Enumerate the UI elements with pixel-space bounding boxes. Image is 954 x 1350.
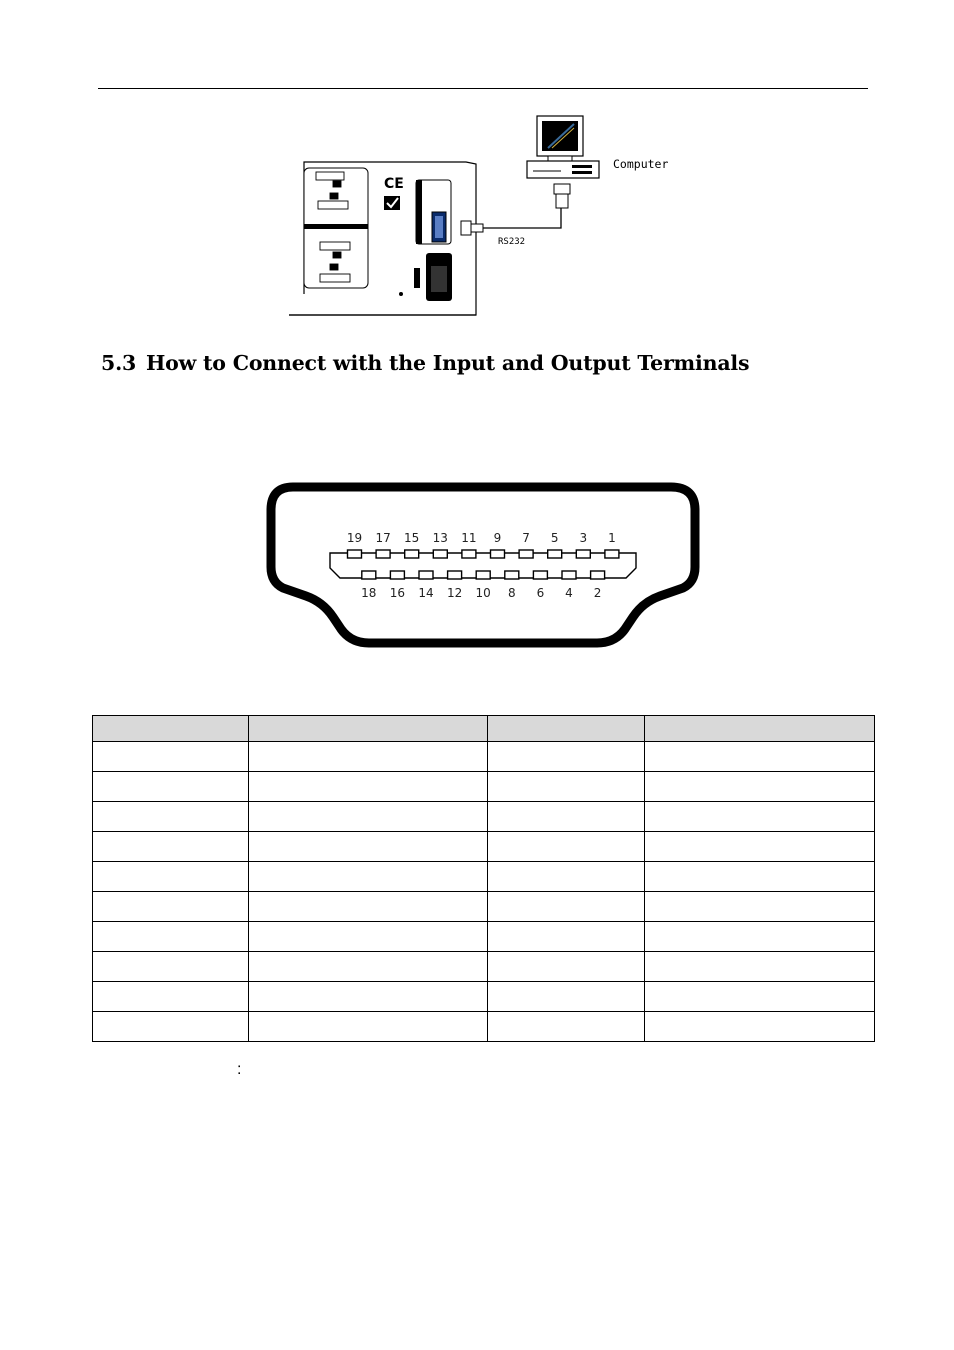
table-cell	[93, 862, 249, 892]
hdmi-pin-pad	[562, 571, 576, 579]
table-cell	[645, 772, 875, 802]
table-cell	[93, 982, 249, 1012]
hdmi-pin-pad	[362, 571, 376, 579]
table-cell	[645, 922, 875, 952]
hdmi-pin-number: 15	[404, 531, 420, 545]
table-cell	[248, 952, 488, 982]
hdmi-connector-diagram	[265, 482, 701, 648]
hdmi-pin-pad	[491, 550, 505, 558]
table-cell	[248, 922, 488, 952]
hdmi-pin-number: 17	[375, 531, 391, 545]
table-row	[93, 802, 875, 832]
computer-label: Computer	[613, 157, 669, 171]
hdmi-pin-pad	[548, 550, 562, 558]
hdmi-pin-table	[92, 715, 875, 1042]
table-row	[93, 982, 875, 1012]
section-number: 5.3	[101, 351, 137, 375]
table-cell	[645, 982, 875, 1012]
table-cell	[645, 952, 875, 982]
hdmi-pin-number: 16	[389, 586, 406, 600]
table-cell	[488, 832, 645, 862]
hdmi-pin-number: 9	[493, 531, 502, 545]
table-cell	[248, 802, 488, 832]
hdmi-pin-pad	[476, 571, 490, 579]
rs232-connection-figure	[286, 108, 686, 323]
table-header-cell	[93, 716, 249, 742]
table-cell	[93, 922, 249, 952]
hdmi-pin-number: 10	[475, 586, 491, 600]
table-cell	[488, 892, 645, 922]
computer-icon	[527, 116, 599, 178]
table-header-cell	[488, 716, 645, 742]
rs232-label: RS232	[498, 237, 526, 247]
hdmi-pin-number: 11	[461, 531, 477, 545]
hdmi-connector-outline	[271, 487, 695, 643]
table-cell	[93, 832, 249, 862]
table-row	[93, 1012, 875, 1042]
table-row	[93, 952, 875, 982]
table-cell	[488, 772, 645, 802]
hdmi-pin-pad	[576, 550, 590, 558]
hdmi-pin-number: 7	[522, 531, 530, 545]
table-cell	[248, 862, 488, 892]
hdmi-pin-pad	[462, 550, 476, 558]
hdmi-pin-pad	[505, 571, 519, 579]
hdmi-pin-pad	[448, 571, 462, 579]
ce-mark-icon: CE	[384, 176, 404, 192]
hdmi-pin-pad	[419, 571, 433, 579]
table-cell	[645, 832, 875, 862]
table-row	[93, 832, 875, 862]
table-row	[93, 922, 875, 952]
table-cell	[93, 742, 249, 772]
rs232-diagram	[286, 108, 686, 323]
hdmi-pin-number: 4	[565, 586, 573, 600]
table-cell	[488, 922, 645, 952]
table-cell	[93, 952, 249, 982]
table-cell	[248, 1012, 488, 1042]
table-header-row	[93, 716, 875, 742]
hdmi-pin-pad	[519, 550, 533, 558]
table-row	[93, 742, 875, 772]
hdmi-pin-pad	[390, 571, 404, 579]
table-cell	[93, 892, 249, 922]
table-cell	[488, 862, 645, 892]
hdmi-pin-number: 6	[536, 586, 545, 600]
table-cell	[645, 862, 875, 892]
hdmi-pin-number: 12	[446, 586, 463, 600]
table-cell	[645, 802, 875, 832]
hdmi-pin-number: 18	[361, 586, 377, 600]
table-row	[93, 892, 875, 922]
table-cell	[488, 952, 645, 982]
table-cell	[488, 802, 645, 832]
hdmi-pin-pad	[348, 550, 362, 558]
table-cell	[645, 1012, 875, 1042]
hdmi-pin-pad	[376, 550, 390, 558]
hdmi-pin-number: 14	[418, 586, 434, 600]
section-heading	[101, 351, 749, 375]
table-cell	[248, 892, 488, 922]
hdmi-pin-number: 8	[507, 586, 516, 600]
table-cell	[93, 1012, 249, 1042]
table-cell	[93, 802, 249, 832]
hdmi-pinout-figure	[265, 482, 701, 648]
hdmi-pin-pad	[605, 550, 619, 558]
rs232-cable	[483, 208, 561, 228]
hdmi-pin-pad	[533, 571, 547, 579]
table-cell	[488, 1012, 645, 1042]
table-cell	[645, 742, 875, 772]
hdmi-pin-number: 3	[579, 531, 588, 545]
table-row	[93, 862, 875, 892]
section-title: How to Connect with the Input and Output Terminals	[146, 351, 750, 375]
hdmi-pin-number: 2	[593, 586, 602, 600]
hdmi-pin-pad	[405, 550, 419, 558]
table-cell	[248, 772, 488, 802]
table-row	[93, 772, 875, 802]
table-header-cell	[645, 716, 875, 742]
hdmi-pin-number: 19	[346, 531, 363, 545]
table-cell	[488, 742, 645, 772]
table-cell	[248, 832, 488, 862]
hdmi-pin-pad	[433, 550, 447, 558]
cable-plug-device	[461, 221, 471, 235]
table-cell	[645, 892, 875, 922]
table-header-cell	[248, 716, 488, 742]
header-rule	[98, 88, 868, 89]
table-cell	[248, 982, 488, 1012]
certification-mark-icon	[384, 196, 400, 210]
hdmi-pin-number: 13	[432, 531, 448, 545]
table-cell	[93, 772, 249, 802]
note-colon: :	[237, 1061, 242, 1078]
table-cell	[488, 982, 645, 1012]
hdmi-pin-number: 5	[550, 531, 559, 545]
table-cell	[248, 742, 488, 772]
hdmi-pin-number: 1	[608, 531, 616, 545]
hdmi-pin-pad	[591, 571, 605, 579]
cable-plug-computer	[556, 194, 568, 208]
